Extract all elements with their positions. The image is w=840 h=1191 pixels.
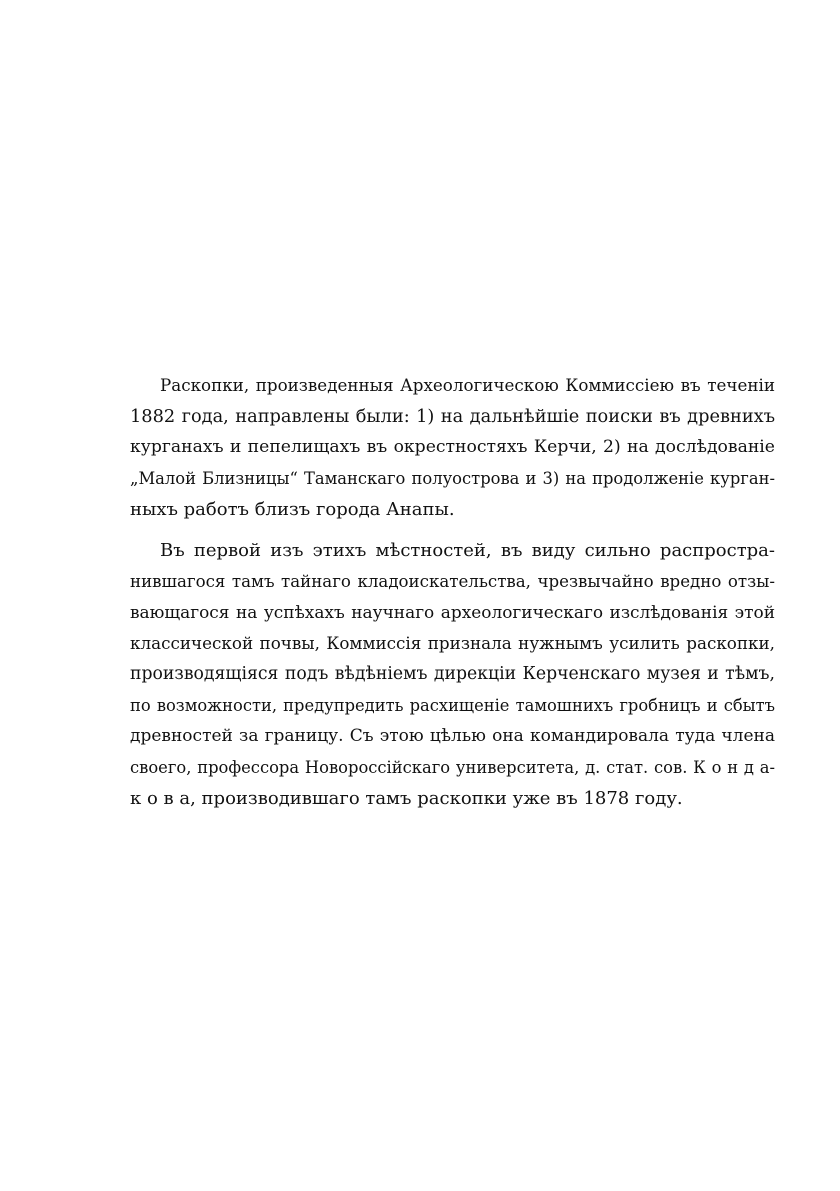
text-line: курганахъ и пепелищахъ въ окрестностяхъ Керчи, 2) на дослѣдованiе: [130, 437, 775, 457]
text-line: Раскопки, произведенныя Археологическою Коммиссiею въ теченiи: [160, 375, 775, 395]
text-line: нившагося тамъ тайнаго кладоискательства, чрезвычайно вредно отзы-: [130, 572, 775, 591]
text-line: производящiяся подъ вѣдѣнiемъ дирекцiи Керченскаго музея и тѣмъ,: [130, 664, 775, 684]
paragraph-2: [130, 535, 775, 814]
text-line: ныхъ работъ близъ города Анапы.: [130, 499, 455, 520]
text-line: вающагося на успѣхахъ научнаго археологическаго изслѣдованiя этой: [130, 602, 775, 622]
text-line: древностей за границу. Съ этою цѣлью она командировала туда члена: [130, 726, 775, 746]
text-line: своего, профессора Новороссiйскаго университета, д. стат. сов. К о н д а-: [130, 758, 775, 777]
body-text: [130, 370, 775, 824]
text-line: 1882 года, направлены были: 1) на дальнѣйшiе поиски въ древнихъ: [130, 406, 775, 427]
text-line: по возможности, предупредить расхищенiе тамошнихъ гробницъ и сбытъ: [130, 696, 775, 715]
text-line: Въ первой изъ этихъ мѣстностей, въ виду сильно распростра-: [160, 540, 775, 561]
paragraph-1: [130, 370, 775, 525]
text-line: классической почвы, Коммиссiя признала нужнымъ усилить раскопки,: [130, 633, 775, 653]
text-line: „Малой Близницы“ Таманскаго полуострова и 3) на продолженiе курган-: [130, 469, 775, 488]
text-line: к о в а, производившаго тамъ раскопки уже въ 1878 году.: [130, 788, 683, 809]
